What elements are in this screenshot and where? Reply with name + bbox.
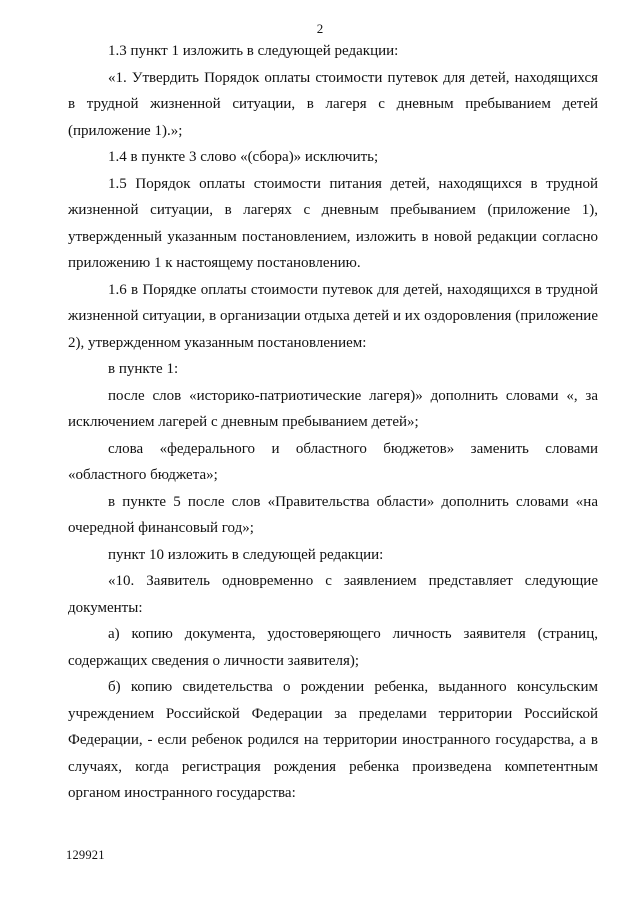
paragraph-1-3-text: «1. Утвердить Порядок оплаты стоимости путевок для детей, находящихся в трудной жизненной ситуации, в лагеря с дневным пребыванием детей (приложение 1).»;	[68, 69, 598, 139]
paragraph-point-10-text: «10. Заявитель одновременно с заявлением представляет следующие документы:	[68, 573, 598, 616]
paragraph-point-1: в пункте 1:	[108, 361, 179, 377]
paragraph-1-3: 1.3 пункт 1 изложить в следующей редакции:	[108, 43, 399, 59]
paragraph-1-4: 1.4 в пункте 3 слово «(сбора)» исключить;	[108, 149, 379, 165]
paragraph-item-a: а) копию документа, удостоверяющего личность заявителя (страниц, содержащих сведения о личности заявителя);	[68, 626, 598, 669]
document-code: 129921	[66, 848, 105, 862]
paragraph-after-words: после слов «историко-патриотические лагеря)» дополнить словами «, за исключением лагерей с дневным пребыванием детей»;	[68, 387, 598, 430]
paragraph-point-5: в пункте 5 после слов «Правительства области» дополнить словами «на очередной финансовый год»;	[68, 493, 598, 536]
paragraph-1-5: 1.5 Порядок оплаты стоимости питания детей, находящихся в трудной жизненной ситуации, в лагерях с дневным пребыванием (приложение 1), утвержденный указанным постановлением, изложить в новой редакции согласно приложению 1 к настоящему постановлению.	[68, 175, 598, 271]
paragraph-1-6: 1.6 в Порядке оплаты стоимости путевок для детей, находящихся в трудной жизненной ситуации, в организации отдыха детей и их оздоровления (приложение 2), утвержденном указанным постановлением:	[68, 281, 598, 351]
paragraph-replace-words: слова «федерального и областного бюджетов» заменить словами «областного бюджета»;	[68, 440, 598, 483]
page-number: 2	[316, 21, 324, 36]
paragraph-point-10: пункт 10 изложить в следующей редакции:	[108, 546, 384, 563]
paragraph-item-b: б) копию свидетельства о рождении ребенка, выданного консульским учреждением Российской Федерации за пределами территории Российской Федерации, - если ребенок родился на территории иностранного государства, а в случаях, когда регистрация рождения ребенка произведена компетентным органом иностранного государства:	[68, 679, 598, 801]
document-body	[68, 38, 598, 807]
